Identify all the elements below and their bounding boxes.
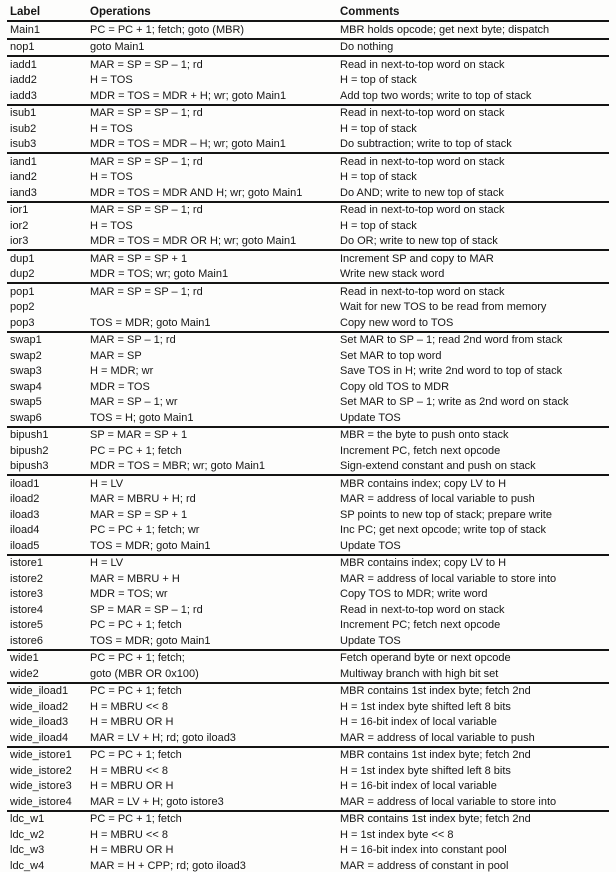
table-row bbox=[7, 476, 609, 492]
row-label: wide_istore1 bbox=[10, 749, 72, 762]
table-row bbox=[7, 684, 609, 700]
row-operations: goto Main1 bbox=[90, 41, 145, 54]
row-label: nop1 bbox=[10, 41, 35, 54]
row-comments: Set MAR to top word bbox=[340, 349, 442, 362]
table-row bbox=[7, 618, 609, 634]
row-operations: MAR = SP = SP + 1 bbox=[90, 252, 188, 265]
row-operations: PC = PC + 1; fetch; goto (MBR) bbox=[90, 23, 245, 36]
row-label: bipush3 bbox=[10, 460, 49, 473]
row-operations: MAR = MBRU + H bbox=[90, 572, 180, 585]
table-row bbox=[7, 633, 609, 649]
row-comments: Do nothing bbox=[340, 41, 394, 54]
row-operations: MAR = LV + H; rd; goto iload3 bbox=[90, 731, 236, 744]
row-comments: Wait for new TOS to be read from memory bbox=[340, 301, 547, 314]
table-row bbox=[7, 410, 609, 426]
table-row bbox=[7, 170, 609, 186]
row-label: ldc_w1 bbox=[10, 813, 45, 826]
table-row bbox=[7, 556, 609, 572]
row-operations: H = LV bbox=[90, 557, 124, 570]
row-comments: H = 16-bit index of local variable bbox=[340, 716, 497, 729]
instruction-group bbox=[7, 748, 609, 812]
table-row bbox=[7, 57, 609, 73]
row-comments: MAR = address of local variable to store into bbox=[340, 572, 557, 585]
row-operations: TOS = MDR; goto Main1 bbox=[90, 316, 211, 329]
row-comments: H = top of stack bbox=[340, 219, 417, 232]
row-label: pop2 bbox=[10, 301, 35, 314]
row-label: Main1 bbox=[10, 23, 40, 36]
row-operations: MDR = TOS = MDR + H; wr; goto Main1 bbox=[90, 89, 287, 102]
row-comments: Increment PC, fetch next opcode bbox=[340, 444, 501, 457]
instruction-group bbox=[7, 333, 609, 428]
row-comments: Do OR; write to new top of stack bbox=[340, 235, 498, 248]
table-row bbox=[7, 571, 609, 587]
row-label: wide_iload4 bbox=[10, 731, 69, 744]
table-row bbox=[7, 428, 609, 444]
row-operations: MAR = SP – 1; wr bbox=[90, 396, 178, 409]
row-label: istore5 bbox=[10, 619, 44, 632]
row-comments: Increment PC; fetch next opcode bbox=[340, 619, 501, 632]
row-comments: Set MAR to SP – 1; write as 2nd word on stack bbox=[340, 396, 569, 409]
row-label: wide_istore4 bbox=[10, 795, 72, 808]
row-operations: MDR = TOS = MDR AND H; wr; goto Main1 bbox=[90, 186, 303, 199]
row-comments: Read in next-to-top word on stack bbox=[340, 204, 505, 217]
row-operations: MDR = TOS bbox=[90, 380, 150, 393]
row-operations: MDR = TOS = MDR OR H; wr; goto Main1 bbox=[90, 235, 297, 248]
row-label: istore2 bbox=[10, 572, 44, 585]
row-comments: SP points to new top of stack; prepare write bbox=[340, 508, 552, 521]
row-operations: PC = PC + 1; fetch; bbox=[90, 652, 185, 665]
row-operations: MAR = SP = SP – 1; rd bbox=[90, 155, 203, 168]
row-label: pop1 bbox=[10, 285, 35, 298]
row-comments: Do AND; write to new top of stack bbox=[340, 186, 504, 199]
row-operations: MAR = H + CPP; rd; goto iload3 bbox=[90, 859, 246, 872]
row-comments: H = 16-bit index into constant pool bbox=[340, 844, 507, 857]
instruction-group bbox=[7, 40, 609, 58]
row-operations: MAR = SP = SP – 1; rd bbox=[90, 58, 203, 71]
row-operations: H = TOS bbox=[90, 74, 133, 87]
row-comments: Write new stack word bbox=[340, 268, 445, 281]
row-comments: Multiway branch with high bit set bbox=[340, 667, 499, 680]
table-row bbox=[7, 40, 609, 56]
table-row bbox=[7, 699, 609, 715]
row-comments: MBR = the byte to push onto stack bbox=[340, 429, 509, 442]
row-operations: MAR = SP – 1; rd bbox=[90, 334, 176, 347]
table-row bbox=[7, 794, 609, 810]
row-comments: Read in next-to-top word on stack bbox=[340, 58, 505, 71]
table-row bbox=[7, 443, 609, 459]
instruction-group bbox=[7, 812, 609, 872]
instruction-group bbox=[7, 556, 609, 651]
row-comments: MBR contains 1st index byte; fetch 2nd bbox=[340, 685, 531, 698]
row-operations: MDR = TOS; wr bbox=[90, 588, 168, 601]
row-comments: Update TOS bbox=[340, 634, 401, 647]
table-row bbox=[7, 379, 609, 395]
row-label: istore6 bbox=[10, 634, 44, 647]
table-row bbox=[7, 22, 609, 38]
instruction-group bbox=[7, 684, 609, 748]
table-row bbox=[7, 779, 609, 795]
row-operations: H = MBRU << 8 bbox=[90, 764, 168, 777]
row-label: swap1 bbox=[10, 334, 42, 347]
table-row bbox=[7, 459, 609, 475]
instruction-group bbox=[7, 251, 609, 284]
row-label: dup1 bbox=[10, 252, 35, 265]
row-label: isub2 bbox=[10, 122, 37, 135]
row-comments: Copy TOS to MDR; write word bbox=[340, 588, 488, 601]
row-comments: Read in next-to-top word on stack bbox=[340, 155, 505, 168]
row-label: ldc_w2 bbox=[10, 828, 45, 841]
table-row bbox=[7, 538, 609, 554]
row-label: swap5 bbox=[10, 396, 42, 409]
table-row bbox=[7, 364, 609, 380]
table-row bbox=[7, 602, 609, 618]
row-label: istore1 bbox=[10, 557, 44, 570]
row-operations: H = TOS bbox=[90, 219, 133, 232]
instruction-group bbox=[7, 57, 609, 106]
row-operations: H = TOS bbox=[90, 171, 133, 184]
row-label: pop3 bbox=[10, 316, 35, 329]
row-comments: MAR = address of local variable to store into bbox=[340, 795, 557, 808]
row-label: swap2 bbox=[10, 349, 42, 362]
table-row bbox=[7, 251, 609, 267]
table-row bbox=[7, 284, 609, 300]
row-comments: Inc PC; get next opcode; write top of stack bbox=[340, 524, 547, 537]
row-comments: Fetch operand byte or next opcode bbox=[340, 652, 511, 665]
row-label: wide_iload2 bbox=[10, 700, 69, 713]
row-label: iadd2 bbox=[10, 74, 37, 87]
row-comments: MAR = address of constant in pool bbox=[340, 859, 509, 872]
table-row bbox=[7, 858, 609, 872]
row-label: wide1 bbox=[10, 652, 39, 665]
header-label: Label bbox=[10, 6, 41, 18]
instruction-group bbox=[7, 22, 609, 40]
row-comments: Read in next-to-top word on stack bbox=[340, 107, 505, 120]
row-comments: H = 16-bit index of local variable bbox=[340, 780, 497, 793]
row-label: istore3 bbox=[10, 588, 44, 601]
row-operations: H = LV bbox=[90, 477, 124, 490]
table-row bbox=[7, 730, 609, 746]
row-comments: Add top two words; write to top of stack bbox=[340, 89, 532, 102]
row-operations: H = MBRU << 8 bbox=[90, 700, 168, 713]
table-row bbox=[7, 715, 609, 731]
row-operations: PC = PC + 1; fetch bbox=[90, 749, 182, 762]
row-label: wide_iload3 bbox=[10, 716, 69, 729]
table-row bbox=[7, 827, 609, 843]
row-operations: H = MDR; wr bbox=[90, 365, 154, 378]
row-label: bipush2 bbox=[10, 444, 49, 457]
row-label: ior3 bbox=[10, 235, 29, 248]
instruction-group bbox=[7, 203, 609, 252]
row-operations: MAR = SP = SP + 1 bbox=[90, 508, 188, 521]
row-operations: H = TOS bbox=[90, 122, 133, 135]
row-operations: goto (MBR OR 0x100) bbox=[90, 667, 199, 680]
row-comments: MBR contains 1st index byte; fetch 2nd bbox=[340, 749, 531, 762]
row-label: iand3 bbox=[10, 186, 37, 199]
row-comments: MBR holds opcode; get next byte; dispatch bbox=[340, 23, 550, 36]
microprogram-table bbox=[7, 4, 609, 872]
row-label: wide_iload1 bbox=[10, 685, 69, 698]
row-comments: H = 1st index byte shifted left 8 bits bbox=[340, 764, 511, 777]
row-comments: Copy new word to TOS bbox=[340, 316, 454, 329]
row-operations: PC = PC + 1; fetch bbox=[90, 813, 182, 826]
row-label: iload5 bbox=[10, 539, 40, 552]
row-label: isub1 bbox=[10, 107, 37, 120]
row-comments: H = top of stack bbox=[340, 171, 417, 184]
row-label: ior2 bbox=[10, 219, 29, 232]
row-comments: Set MAR to SP – 1; read 2nd word from stack bbox=[340, 334, 563, 347]
table-row bbox=[7, 812, 609, 828]
row-operations: MDR = TOS = MBR; wr; goto Main1 bbox=[90, 460, 266, 473]
table-row bbox=[7, 315, 609, 331]
row-label: isub3 bbox=[10, 138, 37, 151]
table-row bbox=[7, 121, 609, 137]
row-operations: PC = PC + 1; fetch; wr bbox=[90, 524, 200, 537]
row-comments: H = top of stack bbox=[340, 74, 417, 87]
row-operations: MAR = SP bbox=[90, 349, 142, 362]
row-comments: Save TOS in H; write 2nd word to top of stack bbox=[340, 365, 563, 378]
instruction-group bbox=[7, 428, 609, 477]
row-comments: Read in next-to-top word on stack bbox=[340, 285, 505, 298]
row-comments: Copy old TOS to MDR bbox=[340, 380, 450, 393]
table-row bbox=[7, 587, 609, 603]
table-row bbox=[7, 748, 609, 764]
table-row bbox=[7, 348, 609, 364]
row-operations: TOS = MDR; goto Main1 bbox=[90, 539, 211, 552]
table-row bbox=[7, 137, 609, 153]
row-label: ldc_w3 bbox=[10, 844, 45, 857]
row-operations: MAR = SP = SP – 1; rd bbox=[90, 285, 203, 298]
row-label: dup2 bbox=[10, 268, 35, 281]
row-comments: MAR = address of local variable to push bbox=[340, 493, 535, 506]
row-label: iadd1 bbox=[10, 58, 37, 71]
row-operations: H = MBRU << 8 bbox=[90, 828, 168, 841]
row-comments: H = 1st index byte << 8 bbox=[340, 828, 454, 841]
row-comments: MBR contains 1st index byte; fetch 2nd bbox=[340, 813, 531, 826]
instruction-group bbox=[7, 476, 609, 556]
row-label: ldc_w4 bbox=[10, 859, 45, 872]
row-comments: Update TOS bbox=[340, 539, 401, 552]
row-label: iload2 bbox=[10, 493, 40, 506]
row-label: iand1 bbox=[10, 155, 37, 168]
row-operations: SP = MAR = SP + 1 bbox=[90, 429, 188, 442]
row-label: wide_istore3 bbox=[10, 780, 72, 793]
row-comments: H = 1st index byte shifted left 8 bits bbox=[340, 700, 511, 713]
row-operations: PC = PC + 1; fetch bbox=[90, 444, 182, 457]
row-label: swap4 bbox=[10, 380, 42, 393]
row-operations: MAR = MBRU + H; rd bbox=[90, 493, 196, 506]
table-row bbox=[7, 843, 609, 859]
row-label: iand2 bbox=[10, 171, 37, 184]
row-operations: MDR = TOS = MDR – H; wr; goto Main1 bbox=[90, 138, 286, 151]
row-comments: Sign-extend constant and push on stack bbox=[340, 460, 536, 473]
table-body bbox=[7, 22, 609, 872]
row-label: iload4 bbox=[10, 524, 40, 537]
row-comments: Increment SP and copy to MAR bbox=[340, 252, 494, 265]
table-row bbox=[7, 523, 609, 539]
row-label: istore4 bbox=[10, 603, 44, 616]
row-label: wide_istore2 bbox=[10, 764, 72, 777]
row-comments: Do subtraction; write to top of stack bbox=[340, 138, 512, 151]
row-operations: MAR = SP = SP – 1; rd bbox=[90, 107, 203, 120]
row-operations: MAR = SP = SP – 1; rd bbox=[90, 204, 203, 217]
row-comments: MBR contains index; copy LV to H bbox=[340, 557, 507, 570]
row-label: wide2 bbox=[10, 667, 39, 680]
table-row bbox=[7, 218, 609, 234]
row-operations: H = MBRU OR H bbox=[90, 716, 174, 729]
row-operations: TOS = H; goto Main1 bbox=[90, 411, 194, 424]
row-operations: MAR = LV + H; goto istore3 bbox=[90, 795, 224, 808]
instruction-group bbox=[7, 106, 609, 155]
header-comments: Comments bbox=[340, 6, 400, 18]
row-comments: H = top of stack bbox=[340, 122, 417, 135]
table-header bbox=[7, 4, 609, 22]
table-row bbox=[7, 73, 609, 89]
table-row bbox=[7, 395, 609, 411]
row-operations: MDR = TOS; wr; goto Main1 bbox=[90, 268, 229, 281]
instruction-group bbox=[7, 651, 609, 684]
row-comments: MBR contains index; copy LV to H bbox=[340, 477, 507, 490]
table-row bbox=[7, 88, 609, 104]
instruction-group bbox=[7, 284, 609, 333]
row-operations: PC = PC + 1; fetch bbox=[90, 685, 182, 698]
row-label: iadd3 bbox=[10, 89, 37, 102]
table-row bbox=[7, 267, 609, 283]
row-operations: H = MBRU OR H bbox=[90, 844, 174, 857]
instruction-group bbox=[7, 154, 609, 203]
table-row bbox=[7, 651, 609, 667]
row-comments: MAR = address of local variable to push bbox=[340, 731, 535, 744]
row-label: swap6 bbox=[10, 411, 42, 424]
header-operations: Operations bbox=[90, 6, 151, 18]
row-comments: Read in next-to-top word on stack bbox=[340, 603, 505, 616]
table-row bbox=[7, 507, 609, 523]
row-operations: TOS = MDR; goto Main1 bbox=[90, 634, 211, 647]
row-label: bipush1 bbox=[10, 429, 49, 442]
table-row bbox=[7, 666, 609, 682]
row-comments: Update TOS bbox=[340, 411, 401, 424]
row-label: iload1 bbox=[10, 477, 40, 490]
row-operations: H = MBRU OR H bbox=[90, 780, 174, 793]
table-row bbox=[7, 106, 609, 122]
table-row bbox=[7, 234, 609, 250]
table-row bbox=[7, 185, 609, 201]
table-row bbox=[7, 492, 609, 508]
table-row bbox=[7, 203, 609, 219]
table-row bbox=[7, 763, 609, 779]
table-row bbox=[7, 333, 609, 349]
row-operations: PC = PC + 1; fetch bbox=[90, 619, 182, 632]
row-operations: SP = MAR = SP – 1; rd bbox=[90, 603, 203, 616]
table-row bbox=[7, 154, 609, 170]
row-label: ior1 bbox=[10, 204, 29, 217]
row-label: swap3 bbox=[10, 365, 42, 378]
table-row bbox=[7, 300, 609, 316]
row-label: iload3 bbox=[10, 508, 40, 521]
